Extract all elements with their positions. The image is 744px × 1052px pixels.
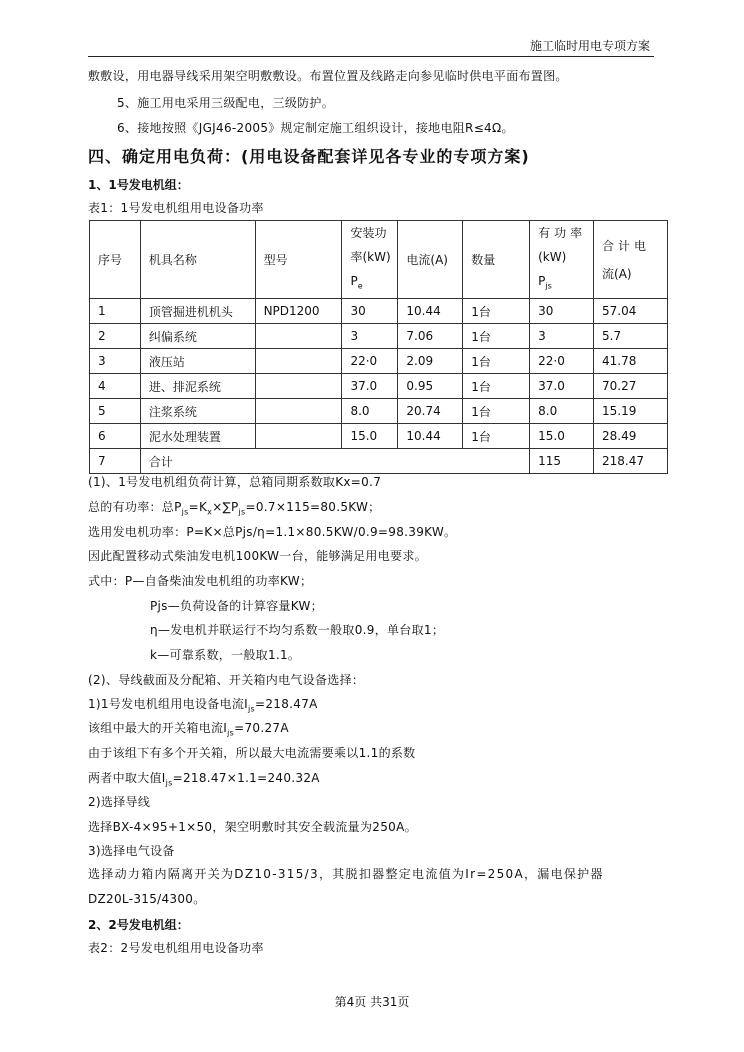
header-name: 机具名称 <box>140 221 255 299</box>
calc-line-17: 选择动力箱内隔离开关为DZ10-315/3，其脱扣器整定电流值为Ir=250A，漏电保护器 <box>88 867 604 881</box>
cell-current: 10.44 <box>398 299 463 324</box>
cell-eff: 15.0 <box>530 424 594 449</box>
page-number: 第4页 共31页 <box>334 995 410 1009</box>
calc-line-16: 3)选择电气设备 <box>88 844 175 858</box>
calc-line-13: 两者中取大值$I_{js}=218.47\times 1.1=240.32A$ <box>88 771 320 788</box>
page-header <box>88 34 654 57</box>
cell-name: 进、排泥系统 <box>140 374 255 399</box>
cell-no: 6 <box>90 424 141 449</box>
sum-total-current: 218.47 <box>594 449 668 474</box>
header-total-line1: 合计电 <box>602 238 651 253</box>
header-current: 电流(A) <box>398 221 463 299</box>
intro-line: 敷敷设，用电器导线采用架空明敷敷设。布置位置及线路走向参见临时供电平面布置图。 <box>88 69 568 83</box>
calc-line-4: 因此配置移动式柴油发电机100KW一台，能够满足用电要求。 <box>88 549 427 563</box>
table-row <box>90 299 668 324</box>
calc-line-8: k—可靠系数，一般取1.1。 <box>150 648 301 662</box>
group2-title: 2、2号发电机组： <box>88 918 189 932</box>
cell-qty: 1台 <box>463 424 530 449</box>
header-no: 序号 <box>90 221 141 299</box>
cell-eff: 3 <box>530 324 594 349</box>
cell-current: 7.06 <box>398 324 463 349</box>
calc-line-6: Pjs—负荷设备的计算容量KW； <box>150 599 323 613</box>
calc-line-18: DZ20L-315/4300。 <box>88 892 206 906</box>
header-power-line1: 安装功 <box>350 226 387 240</box>
header-total-current <box>594 221 668 299</box>
cell-power: 22·0 <box>342 349 398 374</box>
cell-no: 1 <box>90 299 141 324</box>
header-eff-line2: (kW) <box>538 250 567 264</box>
calc-line-10: 1)1号发电机组用电设备电流$I_{js}=218.47A$ <box>88 697 318 714</box>
cell-no: 4 <box>90 374 141 399</box>
equipment-power-table <box>89 220 668 474</box>
table2-caption: 表2：2号发电机组用电设备功率 <box>88 941 264 955</box>
sum-effective-power: 115 <box>530 449 594 474</box>
cell-current: 2.09 <box>398 349 463 374</box>
cell-total: 15.19 <box>594 399 668 424</box>
cell-power: 30 <box>342 299 398 324</box>
intro-item-6: 6、接地按照《JGJ46-2005》规定制定施工组织设计，接地电阻R≤4Ω。 <box>117 121 514 135</box>
cell-qty: 1台 <box>463 299 530 324</box>
group1-title: 1、1号发电机组： <box>88 178 189 192</box>
calc-line-2: 总的有功率：总$P_{js}=K_x\times\sum P_{js}=0.7\times 115=80.5KW$； <box>88 500 381 517</box>
calc-line-15: 选择BX-4×95+1×50，架空明敷时其安全载流量为250A。 <box>88 820 417 834</box>
cell-model <box>255 349 342 374</box>
table1-caption: 表1：1号发电机组用电设备功率 <box>88 201 264 215</box>
sum-label: 合计 <box>140 449 529 474</box>
cell-no: 2 <box>90 324 141 349</box>
header-power <box>342 221 398 299</box>
cell-model <box>255 424 342 449</box>
section-title: 四、确定用电负荷：(用电设备配套详见各专业的专项方案) <box>88 147 530 166</box>
cell-total: 57.04 <box>594 299 668 324</box>
cell-name: 泥水处理装置 <box>140 424 255 449</box>
cell-power: 37.0 <box>342 374 398 399</box>
calc-line-1: (1)、1号发电机组负荷计算，总箱同期系数取Kx=0.7 <box>88 475 382 489</box>
cell-eff: 37.0 <box>530 374 594 399</box>
calc-line-9: (2)、导线截面及分配箱、开关箱内电气设备选择： <box>88 673 365 687</box>
cell-eff: 22·0 <box>530 349 594 374</box>
cell-total: 41.78 <box>594 349 668 374</box>
cell-model <box>255 374 342 399</box>
table-row <box>90 374 668 399</box>
table-row <box>90 424 668 449</box>
cell-qty: 1台 <box>463 349 530 374</box>
header-model: 型号 <box>255 221 342 299</box>
calc-line-7: η—发电机并联运行不均匀系数一般取0.9，单台取1； <box>150 623 445 637</box>
table-row <box>90 349 668 374</box>
header-power-line2: 率(kW) <box>350 250 391 264</box>
header-eff-line1: 有功率 <box>538 226 587 240</box>
calc-line-3: 选用发电机功率：P=K×总Pjs/η=1.1×80.5KW/0.9=98.39KW。 <box>88 525 457 539</box>
header-eff-symbol: $P_{js}$ <box>538 274 552 291</box>
cell-current: 10.44 <box>398 424 463 449</box>
table-header-row <box>90 221 668 299</box>
cell-total: 70.27 <box>594 374 668 399</box>
cell-qty: 1台 <box>463 399 530 424</box>
cell-name: 注浆系统 <box>140 399 255 424</box>
cell-no: 5 <box>90 399 141 424</box>
cell-model <box>255 399 342 424</box>
cell-no: 3 <box>90 349 141 374</box>
cell-name: 顶管掘进机机头 <box>140 299 255 324</box>
cell-qty: 1台 <box>463 324 530 349</box>
header-power-symbol: $P_e$ <box>350 274 363 291</box>
header-effective-power <box>530 221 594 299</box>
header-total-line2: 流(A) <box>602 266 632 281</box>
cell-name: 纠偏系统 <box>140 324 255 349</box>
cell-total: 5.7 <box>594 324 668 349</box>
calc-line-5: 式中：P—自备柴油发电机组的功率KW； <box>88 574 313 588</box>
cell-current: 20.74 <box>398 399 463 424</box>
cell-model <box>255 324 342 349</box>
calc-line-12: 由于该组下有多个开关箱，所以最大电流需要乘以1.1的系数 <box>88 746 416 760</box>
table-sum-row <box>90 449 668 474</box>
cell-current: 0.95 <box>398 374 463 399</box>
cell-power: 8.0 <box>342 399 398 424</box>
cell-total: 28.49 <box>594 424 668 449</box>
cell-power: 3 <box>342 324 398 349</box>
header-qty: 数量 <box>463 221 530 299</box>
cell-eff: 8.0 <box>530 399 594 424</box>
cell-model: NPD1200 <box>255 299 342 324</box>
cell-name: 液压站 <box>140 349 255 374</box>
intro-item-5: 5、施工用电采用三级配电，三级防护。 <box>117 96 335 110</box>
calc-line-14: 2)选择导线 <box>88 795 151 809</box>
cell-power: 15.0 <box>342 424 398 449</box>
cell-qty: 1台 <box>463 374 530 399</box>
header-title: 施工临时用电专项方案 <box>529 39 650 53</box>
calc-line-11: 该组中最大的开关箱电流$I_{js}=70.27A$ <box>88 721 289 738</box>
cell-eff: 30 <box>530 299 594 324</box>
table-row <box>90 399 668 424</box>
table-row <box>90 324 668 349</box>
sum-no: 7 <box>90 449 141 474</box>
